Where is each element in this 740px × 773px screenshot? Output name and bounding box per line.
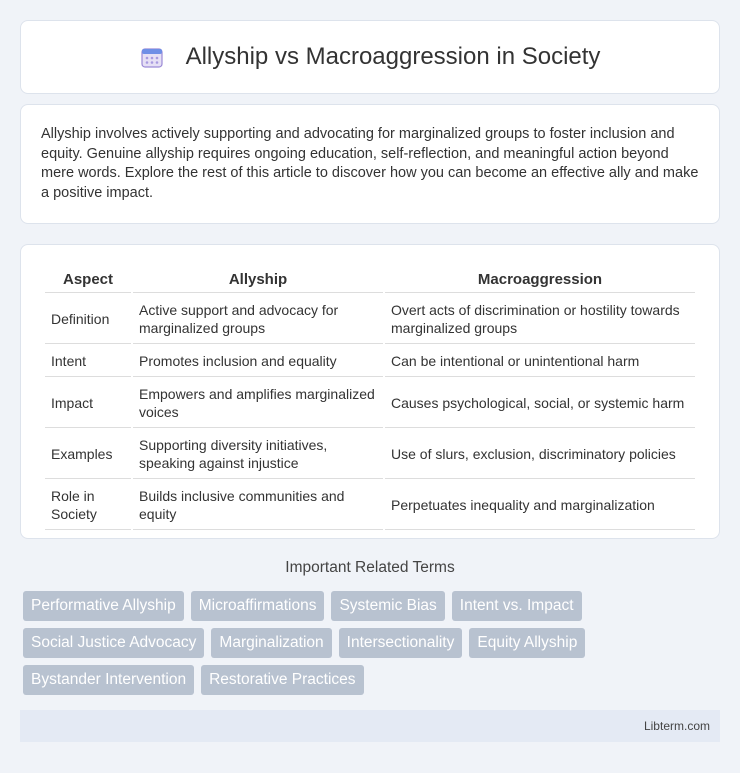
header-allyship: Allyship (133, 267, 383, 293)
comparison-card (20, 244, 720, 539)
cell-macroaggression: Overt acts of discrimination or hostility towards marginalized groups (385, 295, 695, 344)
table-row (45, 379, 695, 428)
comparison-table (43, 265, 697, 532)
tag-intent-vs-impact[interactable]: Intent vs. Impact (452, 591, 582, 621)
tag-systemic-bias[interactable]: Systemic Bias (331, 591, 444, 621)
tag-marginalization[interactable]: Marginalization (211, 628, 331, 658)
related-terms-heading: Important Related Terms (285, 559, 455, 576)
cell-aspect: Impact (45, 379, 131, 428)
calendar-icon (140, 45, 164, 69)
page-title: Allyship vs Macroaggression in Society (185, 43, 601, 70)
table-row (45, 430, 695, 479)
cell-allyship: Supporting diversity initiatives, speaking against injustice (133, 430, 383, 479)
intro-text: Allyship involves actively supporting and advocating for marginalized groups to foster inclusion and equity. Genuine allyship requires ongoing education, self-reflection, and meaningful action beyond mere words. Explore the rest of this article to discover how you can become an effective ally and make a positive impact. (41, 126, 699, 201)
tag-equity-allyship[interactable]: Equity Allyship (469, 628, 585, 658)
header-aspect: Aspect (45, 267, 131, 293)
cell-aspect: Definition (45, 295, 131, 344)
tag-microaffirmations[interactable]: Microaffirmations (191, 591, 325, 621)
cell-allyship: Promotes inclusion and equality (133, 346, 383, 377)
tag-social-justice-advocacy[interactable]: Social Justice Advocacy (23, 628, 204, 658)
footer (20, 710, 720, 742)
cell-allyship: Active support and advocacy for marginalized groups (133, 295, 383, 344)
cell-aspect: Role in Society (45, 481, 131, 530)
cell-aspect: Intent (45, 346, 131, 377)
tag-bystander-intervention[interactable]: Bystander Intervention (23, 665, 194, 695)
cell-allyship: Empowers and amplifies marginalized voices (133, 379, 383, 428)
cell-macroaggression: Use of slurs, exclusion, discriminatory policies (385, 430, 695, 479)
intro-card (20, 104, 720, 224)
footer-site-link[interactable]: Libterm.com (643, 719, 710, 733)
related-terms-list (23, 591, 723, 695)
cell-macroaggression: Can be intentional or unintentional harm (385, 346, 695, 377)
tag-performative-allyship[interactable]: Performative Allyship (23, 591, 184, 621)
header-macroaggression: Macroaggression (385, 267, 695, 293)
cell-macroaggression: Perpetuates inequality and marginalization (385, 481, 695, 530)
cell-allyship: Builds inclusive communities and equity (133, 481, 383, 530)
tag-intersectionality[interactable]: Intersectionality (339, 628, 463, 658)
tag-restorative-practices[interactable]: Restorative Practices (201, 665, 363, 695)
title-card (20, 20, 720, 94)
table-row (45, 481, 695, 530)
cell-macroaggression: Causes psychological, social, or systemic harm (385, 379, 695, 428)
table-row (45, 295, 695, 344)
table-header-row (45, 267, 695, 293)
cell-aspect: Examples (45, 430, 131, 479)
table-row (45, 346, 695, 377)
